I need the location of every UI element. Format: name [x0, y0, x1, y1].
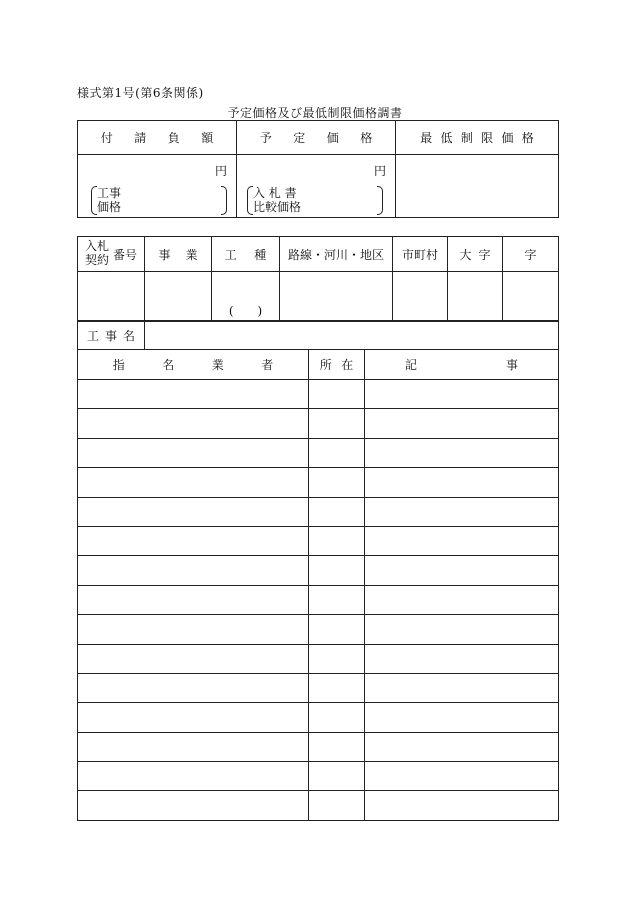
- yen-unit: 円: [214, 164, 227, 178]
- contractor-location-cell[interactable]: [309, 526, 365, 555]
- contractor-location-cell[interactable]: [309, 438, 365, 467]
- bid-contract-number-cell[interactable]: [78, 272, 145, 322]
- contractor-name-cell[interactable]: [78, 438, 309, 467]
- minimum-price-cell[interactable]: [396, 155, 559, 218]
- contractor-location-cell[interactable]: [309, 585, 365, 614]
- location-header: 所 在: [309, 350, 365, 380]
- yen-unit: 円: [373, 164, 386, 178]
- project-header: 事 業: [145, 237, 212, 272]
- contractor-remarks-cell[interactable]: [365, 556, 559, 585]
- contractor-remarks-cell[interactable]: [365, 497, 559, 526]
- contractor-table: [77, 349, 559, 821]
- contractor-row: [78, 438, 559, 467]
- contractor-row: [78, 673, 559, 702]
- contractor-remarks-cell[interactable]: [365, 732, 559, 761]
- contractor-name-cell[interactable]: [78, 703, 309, 732]
- form-number-label: 様式第1号(第6条関係): [77, 86, 204, 100]
- contractor-name-cell[interactable]: [78, 585, 309, 614]
- contractor-name-cell[interactable]: [78, 673, 309, 702]
- contractor-row: [78, 380, 559, 409]
- designated-contractor-header: 指 名 業 者: [78, 350, 309, 380]
- contractor-name-cell[interactable]: [78, 615, 309, 644]
- estimated-price-header: 予 定 価 格: [237, 121, 396, 155]
- contractor-remarks-cell[interactable]: [365, 615, 559, 644]
- contractor-location-cell[interactable]: [309, 644, 365, 673]
- contractor-name-cell[interactable]: [78, 644, 309, 673]
- contractor-location-cell[interactable]: [309, 409, 365, 438]
- contractor-row: [78, 409, 559, 438]
- aza-cell[interactable]: [503, 272, 559, 322]
- contractor-name-cell[interactable]: [78, 762, 309, 791]
- construction-name-label: 工 事 名: [78, 321, 145, 350]
- contractor-row: [78, 732, 559, 761]
- contractor-name-cell[interactable]: [78, 556, 309, 585]
- aza-header: 字: [503, 237, 559, 272]
- contractor-location-cell[interactable]: [309, 791, 365, 820]
- contract-amount-header: 付 請 負 額: [78, 121, 237, 155]
- minimum-price-header: 最 低 制 限 価 格: [396, 121, 559, 155]
- construction-name-table: [77, 320, 559, 350]
- contractor-name-cell[interactable]: [78, 791, 309, 820]
- contractor-row: [78, 556, 559, 585]
- route-river-area-header: 路線・河川・地区: [280, 237, 393, 272]
- construction-name-cell[interactable]: [145, 321, 559, 350]
- municipality-header: 市町村: [393, 237, 448, 272]
- contractor-row: [78, 762, 559, 791]
- contractor-location-cell[interactable]: [309, 615, 365, 644]
- contractor-remarks-cell[interactable]: [365, 644, 559, 673]
- contractor-location-cell[interactable]: [309, 380, 365, 409]
- contractor-remarks-cell[interactable]: [365, 526, 559, 555]
- contractor-location-cell[interactable]: [309, 762, 365, 791]
- contractor-name-cell[interactable]: [78, 732, 309, 761]
- bid-comparison-price-bracket: 入 札 書 比較価格: [247, 186, 383, 215]
- contractor-location-cell[interactable]: [309, 556, 365, 585]
- contractor-remarks-cell[interactable]: [365, 762, 559, 791]
- work-type-header: 工 種: [212, 237, 280, 272]
- contractor-location-cell[interactable]: [309, 497, 365, 526]
- document-title: 予定価格及び最低制限価格調書: [227, 106, 403, 120]
- price-table: [77, 120, 559, 218]
- contractor-row: [78, 497, 559, 526]
- route-river-area-cell[interactable]: [280, 272, 393, 322]
- remarks-header: 記 事: [365, 350, 559, 380]
- contractor-location-cell[interactable]: [309, 703, 365, 732]
- contractor-row: [78, 615, 559, 644]
- work-type-cell[interactable]: [212, 272, 280, 322]
- contractor-name-cell[interactable]: [78, 468, 309, 497]
- contractor-name-cell[interactable]: [78, 497, 309, 526]
- contractor-remarks-cell[interactable]: [365, 673, 559, 702]
- contractor-row: [78, 791, 559, 820]
- contractor-location-cell[interactable]: [309, 468, 365, 497]
- work-type-parentheses: ( ): [228, 304, 263, 318]
- contractor-remarks-cell[interactable]: [365, 380, 559, 409]
- project-cell[interactable]: [145, 272, 212, 322]
- contractor-row: [78, 526, 559, 555]
- contractor-name-cell[interactable]: [78, 409, 309, 438]
- contractor-remarks-cell[interactable]: [365, 409, 559, 438]
- contractor-location-cell[interactable]: [309, 673, 365, 702]
- contractor-remarks-cell[interactable]: [365, 703, 559, 732]
- contractor-row: [78, 468, 559, 497]
- contractor-location-cell[interactable]: [309, 732, 365, 761]
- contractor-remarks-cell[interactable]: [365, 468, 559, 497]
- contractor-row: [78, 703, 559, 732]
- contractor-row: [78, 644, 559, 673]
- oaza-header: 大 字: [448, 237, 503, 272]
- contractor-remarks-cell[interactable]: [365, 791, 559, 820]
- construction-price-bracket: 工事 価格: [91, 186, 227, 215]
- contractor-remarks-cell[interactable]: [365, 438, 559, 467]
- contractor-name-cell[interactable]: [78, 380, 309, 409]
- oaza-cell[interactable]: [448, 272, 503, 322]
- contractor-remarks-cell[interactable]: [365, 585, 559, 614]
- contractor-name-cell[interactable]: [78, 526, 309, 555]
- info-table: [77, 236, 559, 322]
- municipality-cell[interactable]: [393, 272, 448, 322]
- estimated-price-cell[interactable]: [237, 155, 396, 218]
- contractor-row: [78, 585, 559, 614]
- bid-contract-number-header: 入札 契約 番号: [78, 237, 145, 272]
- contract-amount-cell[interactable]: [78, 155, 237, 218]
